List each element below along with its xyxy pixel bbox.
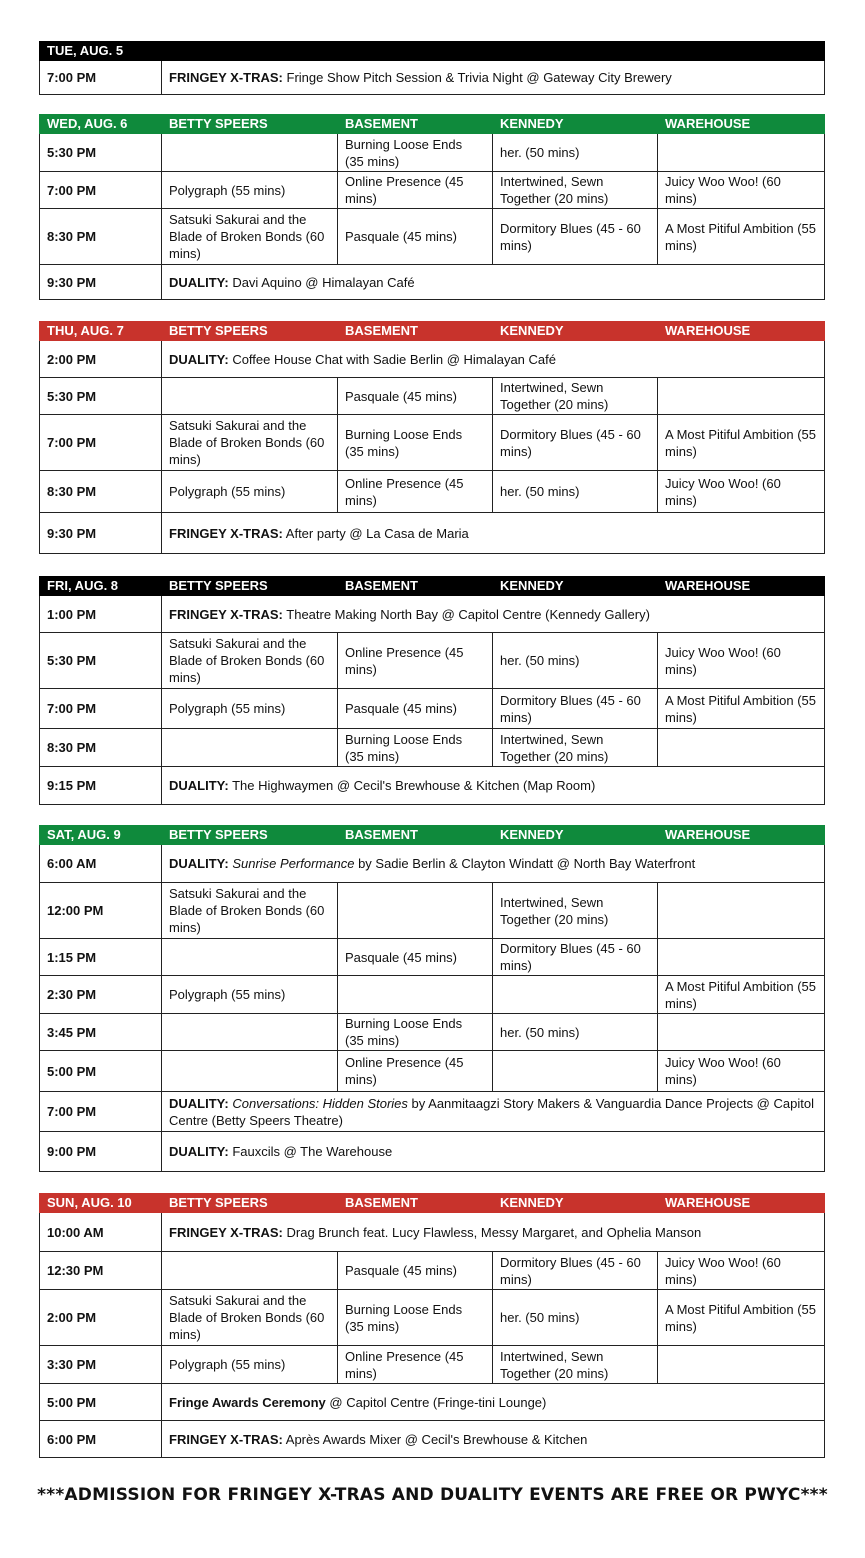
- day-header: WED, AUG. 6: [40, 115, 162, 134]
- time-cell: 10:00 AM: [40, 1213, 162, 1252]
- time-cell: 3:30 PM: [40, 1346, 162, 1384]
- schedule-fri: [39, 576, 825, 805]
- time-cell: 9:30 PM: [40, 513, 162, 554]
- event-label: DUALITY:: [169, 274, 229, 290]
- show-cell: Burning Loose Ends (35 mins): [338, 1014, 493, 1051]
- show-cell: Online Presence (45 mins): [338, 172, 493, 209]
- time-cell: 5:30 PM: [40, 134, 162, 172]
- day-header: SUN, AUG. 10: [40, 1194, 162, 1213]
- show-cell: A Most Pitiful Ambition (55 mins): [658, 209, 825, 265]
- time-cell: 9:15 PM: [40, 767, 162, 805]
- venue-warehouse: WAREHOUSE: [658, 115, 825, 134]
- show-cell: Dormitory Blues (45 - 60 mins): [493, 1252, 658, 1290]
- venue-basement: BASEMENT: [338, 322, 493, 341]
- event-cell: [162, 1421, 825, 1458]
- event-title: Conversations: Hidden Stories: [232, 1095, 408, 1111]
- show-cell: Satsuki Sakurai and the Blade of Broken Bonds (60 mins): [162, 633, 338, 689]
- venue-kennedy: KENNEDY: [493, 322, 658, 341]
- venue-warehouse: WAREHOUSE: [658, 1194, 825, 1213]
- time-cell: 7:00 PM: [40, 689, 162, 729]
- event-text: @ Capitol Centre (Fringe-tini Lounge): [325, 1394, 547, 1410]
- show-cell: Polygraph (55 mins): [162, 689, 338, 729]
- venue-betty-speers: BETTY SPEERS: [162, 322, 338, 341]
- time-cell: 5:30 PM: [40, 378, 162, 415]
- day-header: FRI, AUG. 8: [40, 577, 162, 596]
- show-cell: [162, 134, 338, 172]
- event-text: Après Awards Mixer @ Cecil's Brewhouse & Kitchen: [282, 1431, 588, 1447]
- day-header: THU, AUG. 7: [40, 322, 162, 341]
- show-cell: [658, 378, 825, 415]
- event-text: Fauxcils @ The Warehouse: [228, 1144, 393, 1159]
- time-cell: 2:00 PM: [40, 1290, 162, 1346]
- show-cell: Polygraph (55 mins): [162, 1346, 338, 1384]
- event-label: DUALITY:: [169, 351, 229, 367]
- show-cell: Intertwined, Sewn Together (20 mins): [493, 1346, 658, 1384]
- show-cell: Intertwined, Sewn Together (20 mins): [493, 378, 658, 415]
- time-cell: 8:30 PM: [40, 471, 162, 513]
- show-cell: [162, 1014, 338, 1051]
- venue-betty-speers: BETTY SPEERS: [162, 577, 338, 596]
- venue-kennedy: KENNEDY: [493, 577, 658, 596]
- time-cell: 1:00 PM: [40, 596, 162, 633]
- venue-basement: BASEMENT: [338, 115, 493, 134]
- show-cell: Intertwined, Sewn Together (20 mins): [493, 883, 658, 939]
- show-cell: Pasquale (45 mins): [338, 1252, 493, 1290]
- time-cell: 1:15 PM: [40, 939, 162, 976]
- show-cell: Juicy Woo Woo! (60 mins): [658, 1252, 825, 1290]
- event-title: Sunrise Performance: [232, 856, 355, 871]
- schedule-sun: [39, 1193, 825, 1458]
- time-cell: 8:30 PM: [40, 209, 162, 265]
- show-cell: Dormitory Blues (45 - 60 mins): [493, 209, 658, 265]
- venue-warehouse: WAREHOUSE: [658, 826, 825, 845]
- show-cell: [493, 976, 658, 1014]
- venue-warehouse: WAREHOUSE: [658, 577, 825, 596]
- show-cell: [658, 939, 825, 976]
- event-label: DUALITY:: [169, 1095, 229, 1111]
- event-label: Fringe Awards Ceremony: [169, 1394, 326, 1410]
- show-cell: [658, 729, 825, 767]
- time-cell: 6:00 PM: [40, 1421, 162, 1458]
- event-cell: [162, 767, 825, 805]
- venue-basement: BASEMENT: [338, 577, 493, 596]
- show-cell: Burning Loose Ends (35 mins): [338, 1290, 493, 1346]
- time-cell: 2:00 PM: [40, 341, 162, 378]
- venue-warehouse: WAREHOUSE: [658, 322, 825, 341]
- show-cell: Pasquale (45 mins): [338, 378, 493, 415]
- show-cell: Satsuki Sakurai and the Blade of Broken Bonds (60 mins): [162, 415, 338, 471]
- show-cell: Dormitory Blues (45 - 60 mins): [493, 689, 658, 729]
- show-cell: Pasquale (45 mins): [338, 209, 493, 265]
- event-text: Coffee House Chat with Sadie Berlin @ Himalayan Café: [228, 351, 556, 367]
- time-cell: 2:30 PM: [40, 976, 162, 1014]
- event-text: Theatre Making North Bay @ Capitol Centre (Kennedy Gallery): [282, 606, 650, 622]
- show-cell: Satsuki Sakurai and the Blade of Broken Bonds (60 mins): [162, 209, 338, 265]
- show-cell: Dormitory Blues (45 - 60 mins): [493, 415, 658, 471]
- event-cell: [162, 1132, 825, 1172]
- event-text: Drag Brunch feat. Lucy Flawless, Messy Margaret, and Ophelia Manson: [282, 1224, 702, 1240]
- day-header: SAT, AUG. 9: [40, 826, 162, 845]
- show-cell: her. (50 mins): [493, 471, 658, 513]
- day-header: TUE, AUG. 5: [40, 42, 825, 61]
- event-label: DUALITY:: [169, 1144, 229, 1159]
- time-cell: 6:00 AM: [40, 845, 162, 883]
- event-cell: [162, 596, 825, 633]
- show-cell: Intertwined, Sewn Together (20 mins): [493, 729, 658, 767]
- show-cell: Pasquale (45 mins): [338, 939, 493, 976]
- event-cell: [162, 1213, 825, 1252]
- show-cell: Satsuki Sakurai and the Blade of Broken Bonds (60 mins): [162, 1290, 338, 1346]
- show-cell: her. (50 mins): [493, 134, 658, 172]
- event-text: by Sadie Berlin & Clayton Windatt @ North Bay Waterfront: [354, 856, 696, 871]
- show-cell: Dormitory Blues (45 - 60 mins): [493, 939, 658, 976]
- event-label: FRINGEY X-TRAS:: [169, 70, 283, 85]
- event-cell: [162, 1384, 825, 1421]
- show-cell: Burning Loose Ends (35 mins): [338, 729, 493, 767]
- show-cell: A Most Pitiful Ambition (55 mins): [658, 1290, 825, 1346]
- show-cell: [162, 939, 338, 976]
- time-cell: 7:00 PM: [40, 1092, 162, 1132]
- show-cell: her. (50 mins): [493, 633, 658, 689]
- venue-kennedy: KENNEDY: [493, 115, 658, 134]
- event-text: Fringe Show Pitch Session & Trivia Night @ Gateway City Brewery: [282, 70, 672, 85]
- time-cell: 12:30 PM: [40, 1252, 162, 1290]
- show-cell: [162, 378, 338, 415]
- show-cell: Online Presence (45 mins): [338, 471, 493, 513]
- schedule-tue: [39, 41, 825, 95]
- time-cell: 3:45 PM: [40, 1014, 162, 1051]
- time-cell: 9:00 PM: [40, 1132, 162, 1172]
- venue-betty-speers: BETTY SPEERS: [162, 1194, 338, 1213]
- show-cell: Burning Loose Ends (35 mins): [338, 134, 493, 172]
- show-cell: Online Presence (45 mins): [338, 1346, 493, 1384]
- event-label: DUALITY:: [169, 778, 229, 793]
- show-cell: Polygraph (55 mins): [162, 172, 338, 209]
- event-cell: [162, 513, 825, 554]
- time-cell: 9:30 PM: [40, 265, 162, 300]
- time-cell: 7:00 PM: [40, 172, 162, 209]
- schedule-sat: [39, 825, 825, 1172]
- show-cell: her. (50 mins): [493, 1014, 658, 1051]
- event-label: FRINGEY X-TRAS:: [169, 606, 283, 622]
- show-cell: Pasquale (45 mins): [338, 689, 493, 729]
- show-cell: [162, 1252, 338, 1290]
- show-cell: Juicy Woo Woo! (60 mins): [658, 172, 825, 209]
- show-cell: her. (50 mins): [493, 1290, 658, 1346]
- venue-basement: BASEMENT: [338, 1194, 493, 1213]
- event-text: After party @ La Casa de Maria: [282, 525, 469, 541]
- show-cell: A Most Pitiful Ambition (55 mins): [658, 415, 825, 471]
- show-cell: Satsuki Sakurai and the Blade of Broken Bonds (60 mins): [162, 883, 338, 939]
- venue-basement: BASEMENT: [338, 826, 493, 845]
- show-cell: [162, 729, 338, 767]
- venue-kennedy: KENNEDY: [493, 1194, 658, 1213]
- event-cell: [162, 341, 825, 378]
- show-cell: Juicy Woo Woo! (60 mins): [658, 471, 825, 513]
- event-label: FRINGEY X-TRAS:: [169, 525, 283, 541]
- time-cell: 5:00 PM: [40, 1051, 162, 1092]
- event-cell: [162, 61, 825, 95]
- venue-betty-speers: BETTY SPEERS: [162, 826, 338, 845]
- time-cell: 7:00 PM: [40, 415, 162, 471]
- event-label: FRINGEY X-TRAS:: [169, 1431, 283, 1447]
- venue-kennedy: KENNEDY: [493, 826, 658, 845]
- show-cell: Polygraph (55 mins): [162, 471, 338, 513]
- event-label: FRINGEY X-TRAS:: [169, 1224, 283, 1240]
- show-cell: [338, 883, 493, 939]
- event-label: DUALITY:: [169, 856, 229, 871]
- time-cell: 7:00 PM: [40, 61, 162, 95]
- show-cell: Juicy Woo Woo! (60 mins): [658, 1051, 825, 1092]
- show-cell: A Most Pitiful Ambition (55 mins): [658, 689, 825, 729]
- schedule-thu: [39, 321, 825, 554]
- event-text: Davi Aquino @ Himalayan Café: [228, 274, 415, 290]
- show-cell: Burning Loose Ends (35 mins): [338, 415, 493, 471]
- show-cell: Online Presence (45 mins): [338, 633, 493, 689]
- show-cell: [658, 883, 825, 939]
- admission-note: ***ADMISSION FOR FRINGEY X-TRAS AND DUALITY EVENTS ARE FREE OR PWYC***: [37, 1485, 828, 1505]
- event-text: The Highwaymen @ Cecil's Brewhouse & Kitchen (Map Room): [228, 778, 596, 793]
- show-cell: Intertwined, Sewn Together (20 mins): [493, 172, 658, 209]
- show-cell: [658, 1346, 825, 1384]
- show-cell: Juicy Woo Woo! (60 mins): [658, 633, 825, 689]
- venue-betty-speers: BETTY SPEERS: [162, 115, 338, 134]
- time-cell: 12:00 PM: [40, 883, 162, 939]
- event-cell: [162, 1092, 825, 1132]
- time-cell: 5:30 PM: [40, 633, 162, 689]
- show-cell: Polygraph (55 mins): [162, 976, 338, 1014]
- schedule-wed: [39, 114, 825, 300]
- event-cell: [162, 265, 825, 300]
- time-cell: 5:00 PM: [40, 1384, 162, 1421]
- event-text: by Aanmitaagzi Story Makers & Vanguardia Dance Projects @ Capitol Centre (Betty Speers Theatre): [169, 1095, 814, 1128]
- show-cell: [162, 1051, 338, 1092]
- show-cell: [658, 134, 825, 172]
- event-cell: [162, 845, 825, 883]
- show-cell: [658, 1014, 825, 1051]
- show-cell: A Most Pitiful Ambition (55 mins): [658, 976, 825, 1014]
- show-cell: [493, 1051, 658, 1092]
- time-cell: 8:30 PM: [40, 729, 162, 767]
- show-cell: Online Presence (45 mins): [338, 1051, 493, 1092]
- show-cell: [338, 976, 493, 1014]
